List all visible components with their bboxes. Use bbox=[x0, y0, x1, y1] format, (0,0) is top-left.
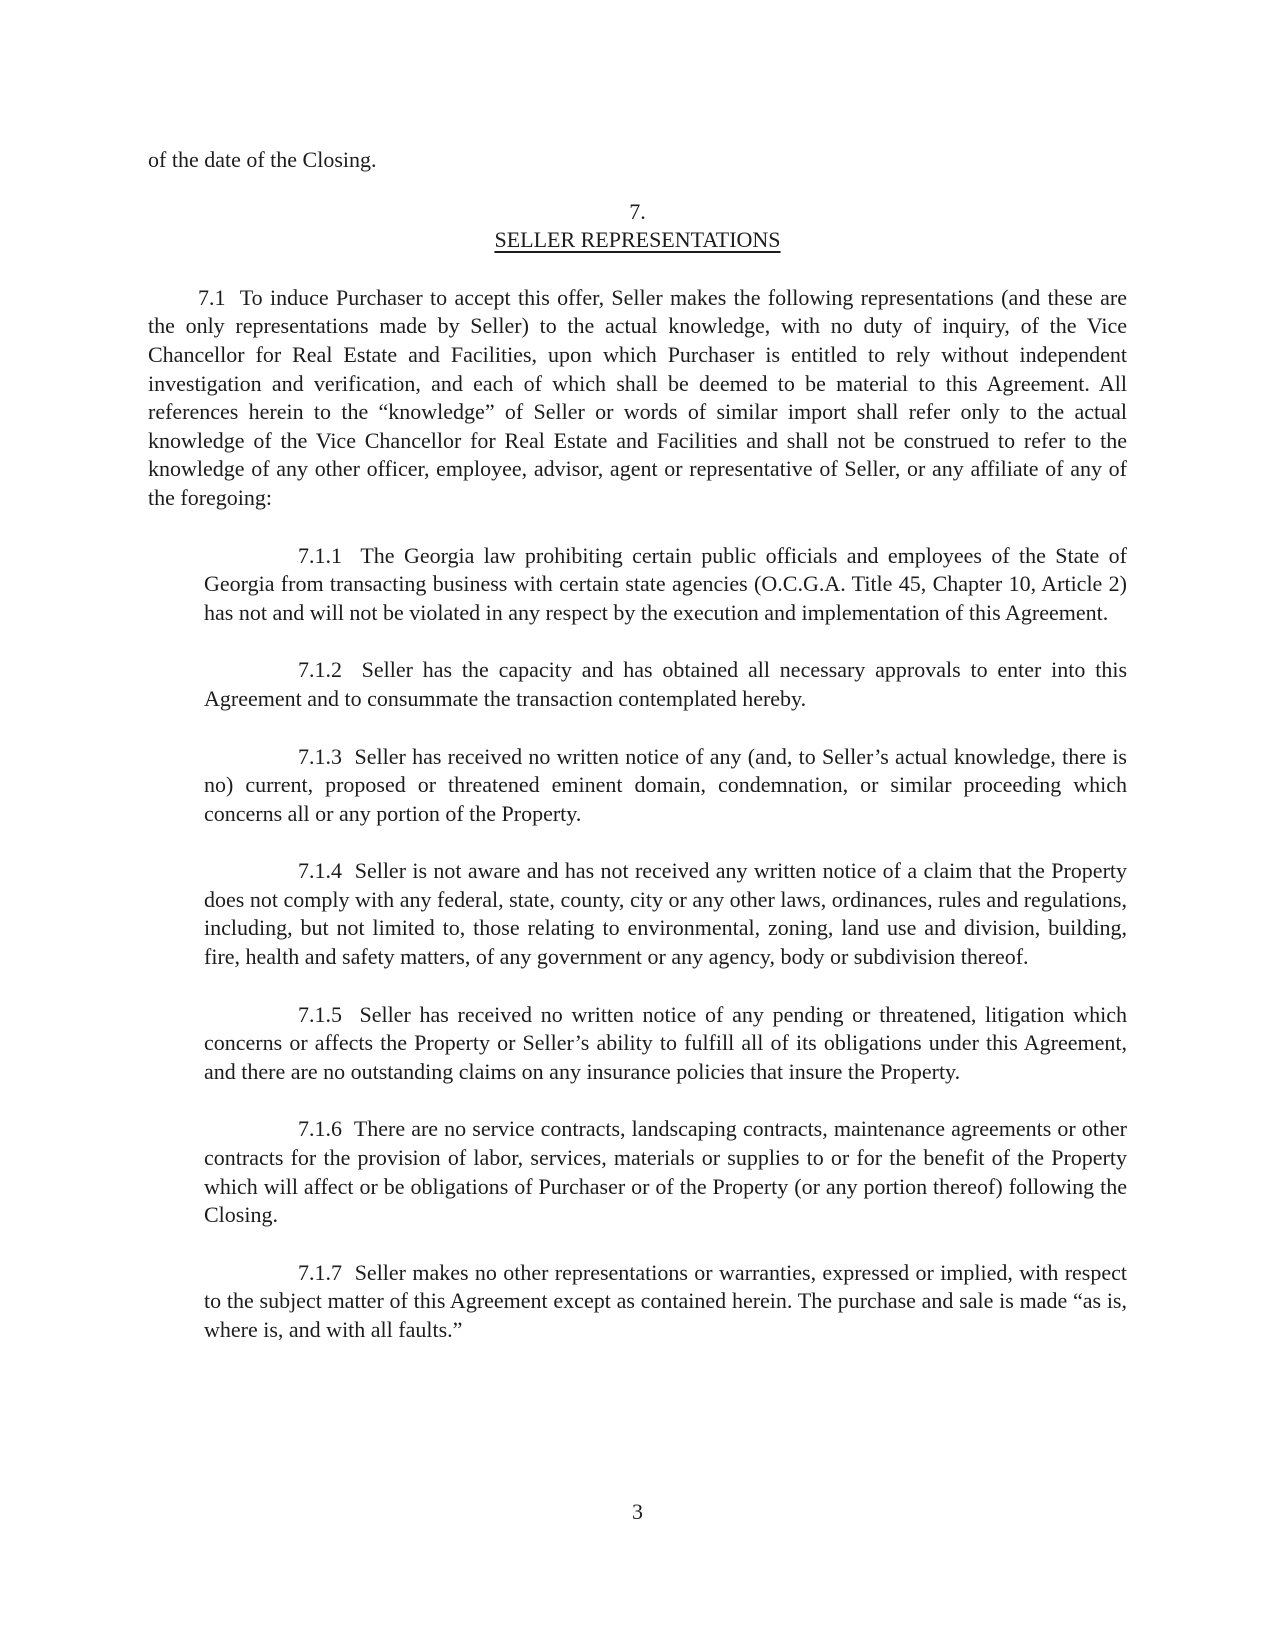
paragraph-7-1-2 bbox=[204, 656, 1127, 713]
section-title: SELLER REPRESENTATIONS bbox=[494, 227, 781, 253]
paragraph-text: Seller makes no other representations or warranties, expressed or implied, with respect to the subject matter of this Agreement except as contained herein. The purchase and sale is made “as is, where is, and with all faults.” bbox=[204, 1259, 1127, 1342]
number-gap bbox=[342, 1260, 355, 1285]
number-gap bbox=[342, 1002, 359, 1027]
number-gap bbox=[342, 744, 355, 769]
paragraph-text: Seller has received no written notice of any pending or threatened, litigation which concerns or affects the Property or Seller’s ability to fulfill all of its obligations under this Agreement, and there are no outstanding claims on any insurance policies that insure the Property. bbox=[204, 1001, 1127, 1084]
paragraph-text: Seller has received no written notice of any (and, to Seller’s actual knowledge, there is no) current, proposed or threatened eminent domain, condemnation, or similar proceeding which concerns all or any portion of the Property. bbox=[204, 743, 1127, 826]
number-gap bbox=[342, 1116, 354, 1141]
paragraph-number: 7.1.1 bbox=[298, 542, 342, 568]
section-heading bbox=[148, 198, 1127, 255]
paragraph-7-1-3 bbox=[204, 743, 1127, 829]
page-content bbox=[148, 146, 1127, 1345]
paragraph-number: 7.1 bbox=[198, 284, 226, 310]
paragraph-text: There are no service contracts, landscaping contracts, maintenance agreements or other contracts for the provision of labor, services, materials or supplies to or for the benefit of the Property which will affect or be obligations of Purchaser or of the Property (or any portion thereof) following the Closing. bbox=[204, 1116, 1127, 1228]
paragraph-7-1-5 bbox=[204, 1001, 1127, 1087]
paragraph-number: 7.1.2 bbox=[298, 657, 342, 683]
paragraph-text: Seller has the capacity and has obtained all necessary approvals to enter into this Agreement and to consummate the transaction contemplated hereby. bbox=[204, 657, 1128, 711]
paragraph-number: 7.1.3 bbox=[298, 743, 342, 769]
paragraph-number: 7.1.5 bbox=[298, 1001, 342, 1027]
page-number: 3 bbox=[632, 1499, 643, 1524]
section-number: 7. bbox=[629, 198, 646, 224]
paragraph-7-1-4 bbox=[204, 857, 1127, 971]
number-gap bbox=[226, 285, 240, 310]
paragraph-text: Seller is not aware and has not received any written notice of a claim that the Property does not comply with any federal, state, county, city or any other laws, ordinances, rules and regulations, including, but not limited to, those relating to environmental, zoning, land use and division, building, fire, health and safety matters, of any government or any agency, body or subdivision thereof. bbox=[204, 858, 1128, 970]
paragraph-number: 7.1.7 bbox=[298, 1259, 342, 1285]
number-gap bbox=[342, 858, 355, 883]
paragraph-number: 7.1.4 bbox=[298, 858, 342, 884]
paragraph-number: 7.1.6 bbox=[298, 1116, 342, 1142]
paragraph-7-1 bbox=[148, 284, 1127, 513]
paragraph-7-1-7 bbox=[204, 1259, 1127, 1345]
number-gap bbox=[342, 543, 360, 568]
paragraph-7-1-6 bbox=[204, 1115, 1127, 1229]
number-gap bbox=[342, 657, 362, 682]
paragraph-7-1-1 bbox=[204, 542, 1127, 628]
paragraph-text: To induce Purchaser to accept this offer, Seller makes the following representations (and these are the only representations made by Seller) to the actual knowledge, with no duty of inquiry, of the Vice Chancellor for Real Estate and Facilities, upon which Purchaser is entitled to rely without independent investigation and verification, and each of which shall be deemed to be material to this Agreement. All references herein to the “knowledge” of Seller or words of similar import shall refer only to the actual knowledge of the Vice Chancellor for Real Estate and Facilities and shall not be construed to refer to the knowledge of any other officer, employee, advisor, agent or representative of Seller, or any affiliate of any of the foregoing: bbox=[148, 284, 1127, 510]
paragraph-text: The Georgia law prohibiting certain public officials and employees of the State of Georgia from transacting business with certain state agencies (O.C.G.A. Title 45, Chapter 10, Article 2) has not and will not be violated in any respect by the execution and implementation of this Agreement. bbox=[204, 542, 1127, 625]
continuation-line: of the date of the Closing. bbox=[148, 147, 377, 172]
